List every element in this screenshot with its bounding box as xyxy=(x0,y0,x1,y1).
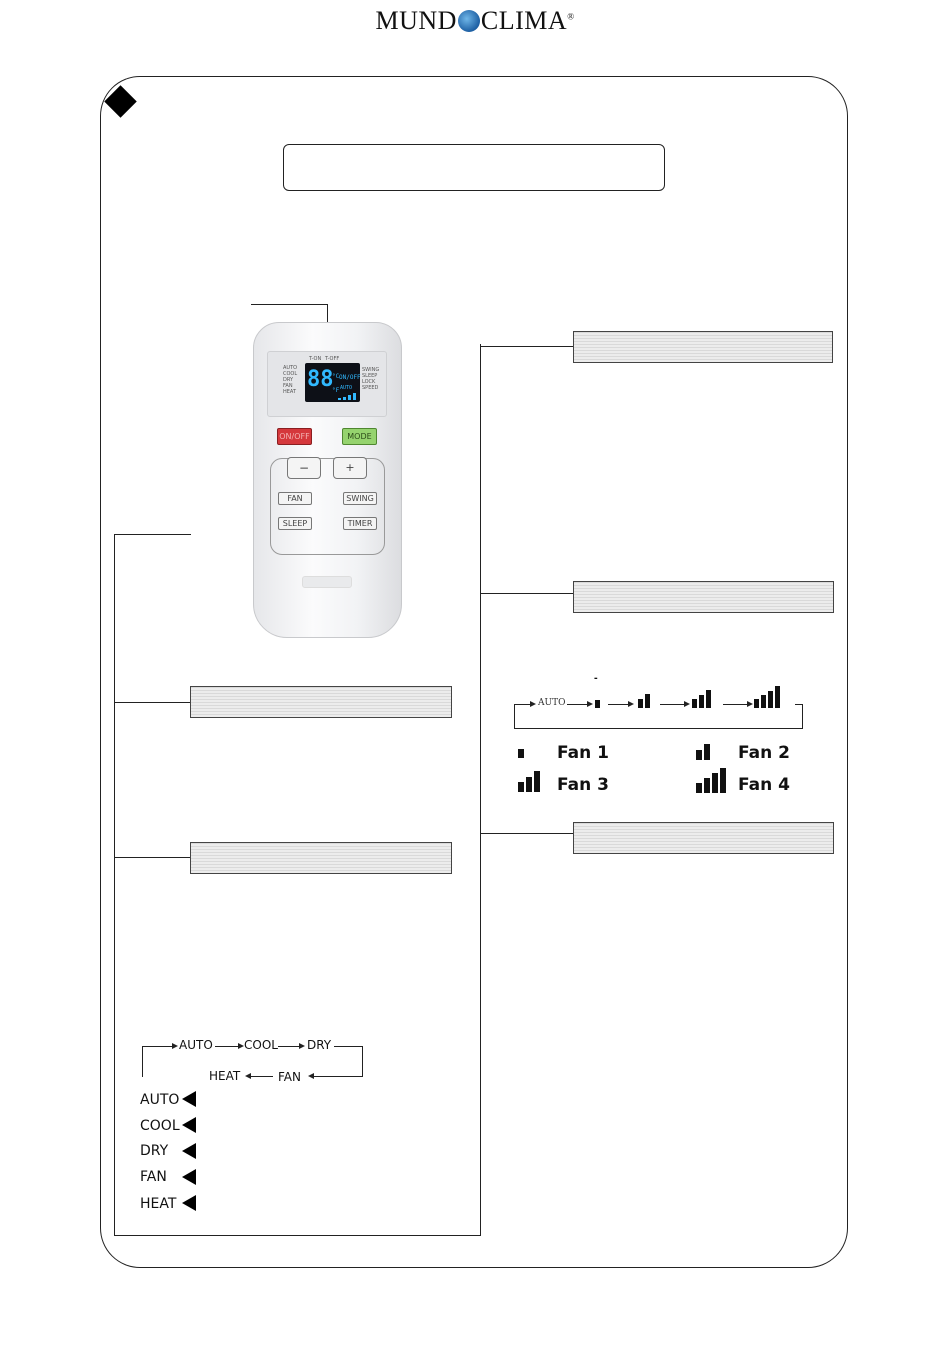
section-title-box xyxy=(283,144,665,191)
connector-line xyxy=(114,534,191,535)
globe-icon xyxy=(458,10,480,32)
brand-logo xyxy=(0,6,950,36)
plus-button[interactable]: + xyxy=(333,457,367,479)
mode-list-heat: HEAT xyxy=(140,1196,177,1212)
heading-box-onoff xyxy=(573,331,833,363)
connector-line xyxy=(114,702,191,703)
fan-2-label: Fan 2 xyxy=(738,743,790,763)
mode-cycle-auto: AUTO xyxy=(179,1038,213,1052)
logo-text-right: CLIMA xyxy=(480,6,568,35)
fan-3-legend-icon xyxy=(518,770,548,792)
mode-cycle-fan: FAN xyxy=(278,1070,301,1084)
heading-box-fan xyxy=(573,581,834,613)
lcd-label: SLEEP xyxy=(362,373,378,379)
heading-box-swing xyxy=(573,822,834,854)
fan-cycle-auto: AUTO xyxy=(538,698,566,708)
middle-bracket-line xyxy=(480,344,481,1236)
connector-line xyxy=(480,833,573,834)
lcd-left-labels xyxy=(283,365,297,395)
mode-list-fan: FAN xyxy=(140,1169,167,1185)
connector-line xyxy=(251,304,328,305)
mode-list-auto: AUTO xyxy=(140,1092,180,1108)
lcd-unit-c: °C xyxy=(332,373,340,380)
fan-button[interactable]: FAN xyxy=(278,492,312,505)
lcd-label: COOL xyxy=(283,371,298,377)
bottom-bracket-line xyxy=(114,1235,481,1236)
ir-window xyxy=(302,576,352,588)
mode-cycle-diagram xyxy=(140,1036,370,1088)
mode-list-dry: DRY xyxy=(140,1143,169,1159)
heading-box-mode xyxy=(190,842,452,874)
left-bracket-line xyxy=(114,534,115,1236)
fan-2-legend-icon xyxy=(696,742,716,760)
fan-1-label: Fan 1 xyxy=(557,743,609,763)
logo-text-left: MUND xyxy=(375,6,457,35)
lcd-speed-bars-icon xyxy=(338,393,358,400)
swing-button[interactable]: SWING xyxy=(343,492,377,505)
fan-3-label: Fan 3 xyxy=(557,775,609,795)
connector-line xyxy=(327,304,328,324)
fan-speed-1-icon xyxy=(595,696,605,708)
lcd-label: FAN xyxy=(283,383,293,389)
mode-cycle-dry: DRY xyxy=(307,1038,332,1052)
mode-indicator-arrow-icon xyxy=(182,1169,196,1185)
lcd-label: SPEED xyxy=(362,385,379,391)
lcd-screen xyxy=(305,363,360,402)
lcd-label-ton: T-ON xyxy=(309,356,322,362)
connector-line xyxy=(114,857,191,858)
connector-line xyxy=(480,593,573,594)
fan-cycle-diagram xyxy=(510,686,810,734)
lcd-unit-f: °F xyxy=(332,387,340,394)
timer-button[interactable]: TIMER xyxy=(343,517,377,530)
content-frame xyxy=(100,76,848,1268)
lcd-auto: AUTO xyxy=(340,385,353,391)
mode-cycle-cool: COOL xyxy=(244,1038,278,1052)
connector-line xyxy=(480,346,573,347)
fan-speed-2-icon xyxy=(638,692,658,708)
mode-indicator-arrow-icon xyxy=(182,1091,196,1107)
lcd-label: DRY xyxy=(283,377,294,383)
fan-speed-4-icon xyxy=(754,686,790,708)
lcd-label: SWING xyxy=(362,367,380,373)
lcd-digits: 88 xyxy=(307,367,334,392)
logo-registered-mark: ® xyxy=(567,11,575,22)
mode-cycle-heat: HEAT xyxy=(209,1069,241,1083)
heading-box-temp xyxy=(190,686,452,718)
sleep-button[interactable]: SLEEP xyxy=(278,517,312,530)
lcd-label: AUTO xyxy=(283,365,298,371)
lcd-label: HEAT xyxy=(283,389,297,395)
mode-indicator-arrow-icon xyxy=(182,1195,196,1211)
lcd-right-labels xyxy=(362,367,379,391)
minus-button[interactable]: − xyxy=(287,457,321,479)
mode-list-cool: COOL xyxy=(140,1118,180,1134)
lcd-label: LOCK xyxy=(362,379,376,385)
fan-4-label: Fan 4 xyxy=(738,775,790,795)
fan-4-legend-icon xyxy=(696,768,732,793)
mode-indicator-arrow-icon xyxy=(182,1143,196,1159)
lcd-onoff: ON/OFF xyxy=(339,374,361,381)
onoff-button[interactable]: ON/OFF xyxy=(277,428,312,445)
lcd-label-toff: T-OFF xyxy=(325,356,340,362)
fan-1-legend-icon xyxy=(518,744,528,758)
fan-speed-3-icon xyxy=(692,689,722,708)
dash-mark: - xyxy=(594,672,598,684)
mode-button[interactable]: MODE xyxy=(342,428,377,445)
mode-indicator-arrow-icon xyxy=(182,1117,196,1133)
